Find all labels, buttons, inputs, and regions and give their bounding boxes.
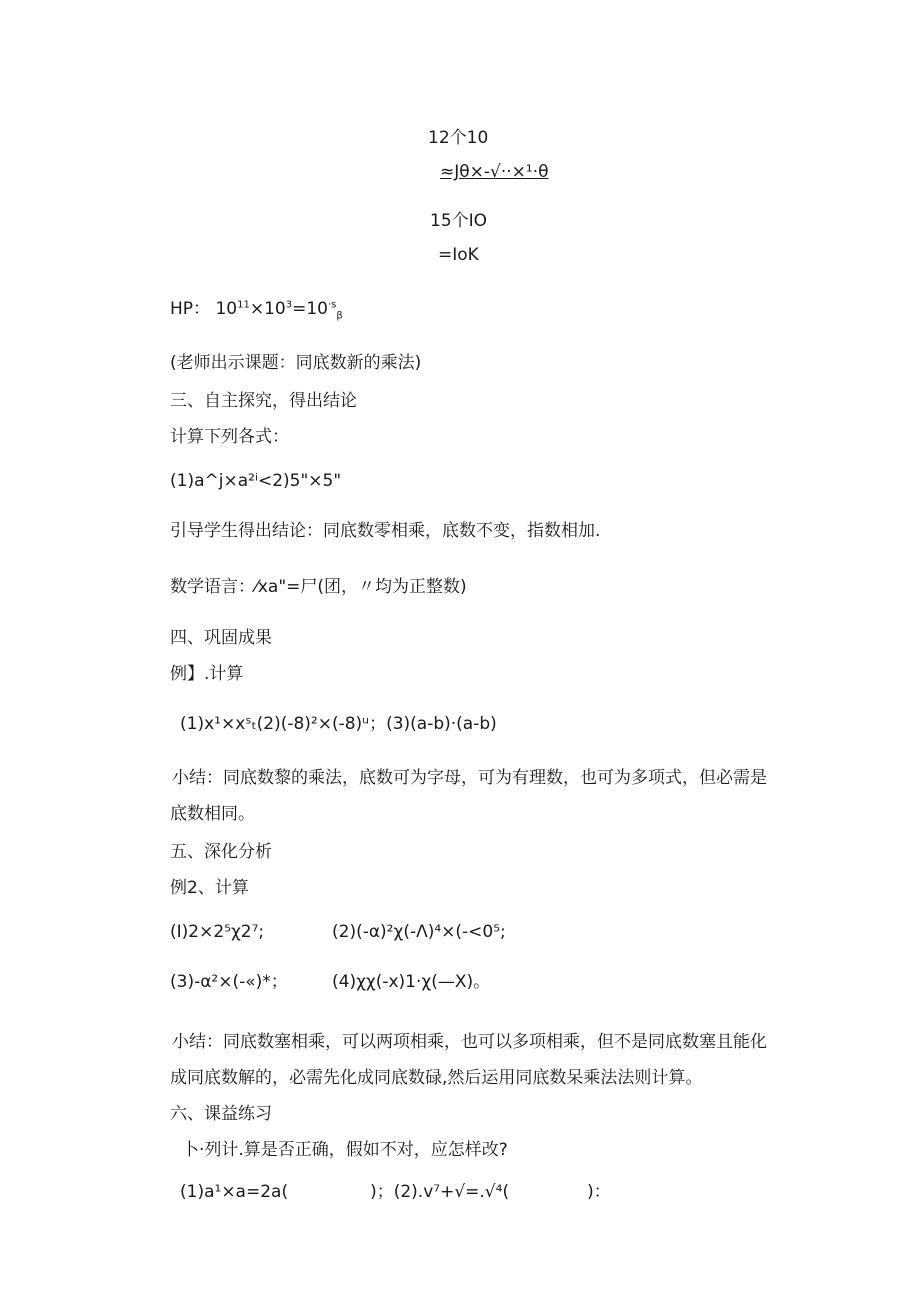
derivation-line-3: 15个IO [430, 211, 488, 231]
section-4-heading: 四、巩固成果 [170, 628, 272, 648]
section-3-expression: (1)a^j×a²ⁱ<2)5"×5" [170, 471, 342, 491]
section-3-math-language: 数学语言：⁄xa"=尸(团，〃均为正整数) [170, 577, 467, 597]
derivation-line-2: ≈Jθ×-√··×¹·θ [440, 162, 549, 182]
section-4-expression: (1)x¹×xˢₜ(2)(-8)²×(-8)ᵘ；(3)(a-b)·(a-b) [180, 714, 497, 734]
section-4-example-label: 例】.计算 [170, 664, 244, 684]
section-5-expr-3: (3)-α²×(-«)*； [170, 972, 288, 992]
derivation-line-4: =IoK [438, 245, 479, 265]
hp-sup-b: 3 [285, 299, 293, 311]
section-3-conclusion: 引导学生得出结论：同底数零相乘，底数不变，指数相加. [170, 521, 601, 541]
hp-sub-c: β [336, 310, 343, 322]
section-4-summary-2: 底数相同。 [170, 804, 255, 824]
section-5-expr-1: (I)2×2⁵χ2⁷; [170, 922, 265, 942]
hp-line [170, 298, 343, 320]
section-5-expr-4: (4)χχ(-x)1·χ(—X)。 [332, 972, 491, 992]
section-6-expr-a: (1)a¹×a=2a( [180, 1182, 289, 1202]
hp-expr-a: 10 [215, 299, 238, 319]
hp-sup-a: 11 [237, 299, 250, 311]
hp-sup-c: ·s [327, 299, 337, 311]
section-6-expr-b: )；(2).v⁷+√=.√⁴( [370, 1182, 510, 1202]
derivation-line-1: 12个10 [428, 128, 489, 148]
section-5-heading: 五、深化分析 [170, 842, 272, 862]
hp-expr-b: ×10 [249, 299, 286, 319]
section-3-heading: 三、自主探究，得出结论 [170, 391, 357, 411]
hp-label: HP： [170, 299, 211, 319]
topic-line: (老师出示课题：同底数新的乘法) [170, 353, 422, 373]
section-5-example-label: 例2、计算 [170, 878, 249, 898]
section-6-expression [180, 1181, 611, 1203]
section-5-expr-2: (2)(-α)²χ(-Λ)⁴×(-<0⁵; [332, 922, 506, 942]
section-6-expr-c: )： [587, 1182, 611, 1202]
section-6-heading: 六、课益练习 [170, 1104, 272, 1124]
section-3-prompt: 计算下列各式： [170, 427, 289, 447]
section-5-summary-1: 小结：同底数塞相乘，可以两项相乘，也可以多项相乘，但不是同底数塞且能化 [172, 1032, 767, 1052]
section-6-prompt: 卜·列计.算是否正确，假如不对，应怎样改? [182, 1140, 508, 1160]
section-4-summary-1: 小结：同底数黎的乘法，底数可为字母，可为有理数，也可为多项式，但必需是 [172, 768, 767, 788]
hp-expr-c: =10 [292, 299, 328, 319]
section-5-summary-2: 成同底数解的，必需先化成同底数碌,然后运用同底数呆乘法法则计算。 [170, 1068, 703, 1088]
